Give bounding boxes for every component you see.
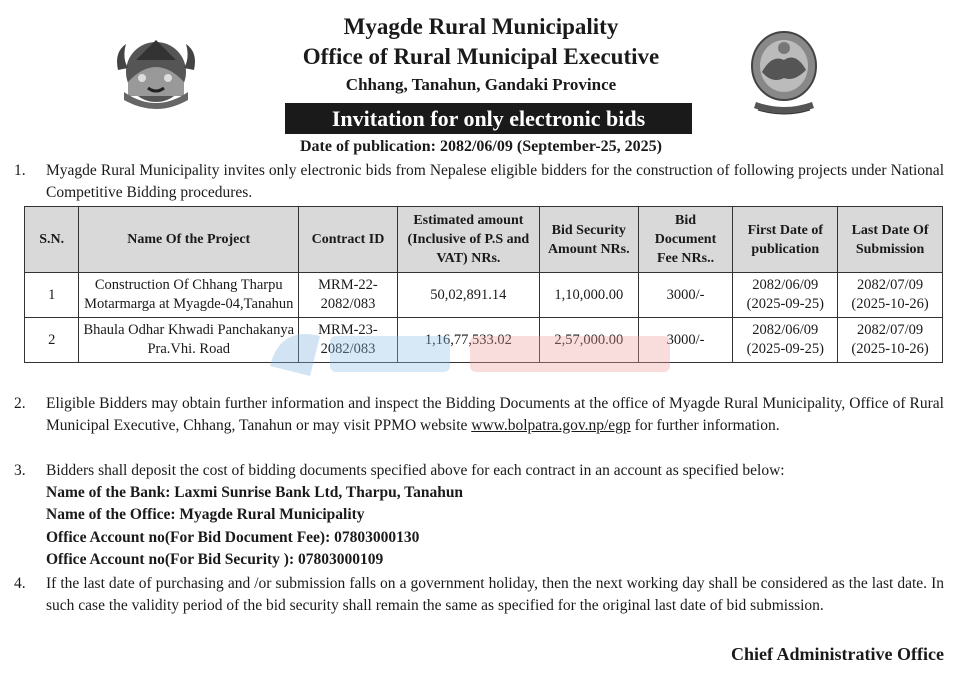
item-number-4: 4. — [14, 575, 26, 592]
first-date-bs: 2082/06/09 — [752, 322, 819, 338]
first-date-ad: (2025-09-25) — [746, 341, 824, 357]
col-header-last-date: Last Date Of Submission — [838, 207, 943, 273]
col-header-sn: S.N. — [25, 207, 79, 273]
office-address: Chhang, Tanahun, Gandaki Province — [345, 75, 617, 94]
municipality-name: Myagde Rural Municipality — [343, 14, 619, 39]
office-name: Office of Rural Municipal Executive — [302, 44, 660, 69]
account-bid-security: Office Account no(For Bid Security ): 07803000109 — [46, 551, 384, 568]
cell-sn: 2 — [25, 318, 79, 363]
cell-sn: 1 — [25, 273, 79, 318]
ppmo-website-link[interactable]: www.bolpatra.gov.np/egp — [471, 417, 631, 434]
table-row — [25, 273, 943, 318]
cell-bid-security: 2,57,000.00 — [539, 318, 638, 363]
cell-project-name: Bhaula Odhar Khwadi Panchakanya Pra.Vhi. Road — [79, 318, 299, 363]
cell-estimated-amount: 1,16,77,533.02 — [397, 318, 539, 363]
notice-title-banner: Invitation for only electronic bids — [285, 103, 692, 134]
cell-document-fee: 3000/- — [638, 318, 733, 363]
item-2-text-start: Eligible Bidders may obtain further information and inspect the Bidding Documents at the office of Myagde Rural Municipality, Office of Rural Municipal Executive, Chhang, Tanahun or may visit PPMO website — [46, 395, 944, 434]
item-number-2: 2. — [14, 395, 26, 412]
cell-first-date — [733, 273, 838, 318]
bank-name: Name of the Bank: Laxmi Sunrise Bank Ltd, Tharpu, Tanahun — [46, 484, 464, 501]
item-number-1: 1. — [14, 162, 26, 179]
last-date-ad: (2025-10-26) — [851, 341, 929, 357]
cell-contract-id: MRM-23-2082/083 — [299, 318, 398, 363]
item-4-text: If the last date of purchasing and /or submission falls on a government holiday, then the next working day shall be considered as the last date. In such case the validity period of the bid security shall remain the same as specified for the original last date of bid submission. — [46, 575, 944, 614]
item-2-text-end: for further information. — [630, 417, 780, 434]
first-date-bs: 2082/06/09 — [752, 277, 819, 293]
cell-last-date — [838, 318, 943, 363]
office-account-name: Name of the Office: Myagde Rural Municipality — [46, 506, 365, 523]
table-row — [25, 318, 943, 363]
col-header-contract-id: Contract ID — [299, 207, 398, 273]
cell-document-fee: 3000/- — [638, 273, 733, 318]
last-date-ad: (2025-10-26) — [851, 296, 929, 312]
last-date-bs: 2082/07/09 — [857, 277, 924, 293]
cell-estimated-amount: 50,02,891.14 — [397, 273, 539, 318]
cell-last-date — [838, 273, 943, 318]
cell-project-name: Construction Of Chhang Tharpu Motarmarga at Myagde-04,Tanahun — [79, 273, 299, 318]
col-header-bid-security: Bid Security Amount NRs. — [539, 207, 638, 273]
col-header-estimated-amount: Estimated amount (Inclusive of P.S and VAT) NRs. — [397, 207, 539, 273]
publication-date: Date of publication: 2082/06/09 (September-25, 2025) — [299, 138, 663, 155]
cell-contract-id: MRM-22-2082/083 — [299, 273, 398, 318]
first-date-ad: (2025-09-25) — [746, 296, 824, 312]
cell-bid-security: 1,10,000.00 — [539, 273, 638, 318]
last-date-bs: 2082/07/09 — [857, 322, 924, 338]
col-header-first-date: First Date of publication — [733, 207, 838, 273]
item-3-text: Bidders shall deposit the cost of bidding documents specified above for each contract in an account as specified below: — [46, 462, 785, 479]
col-header-document-fee: Bid Document Fee NRs.. — [638, 207, 733, 273]
projects-table — [24, 206, 943, 363]
item-number-3: 3. — [14, 462, 26, 479]
table-header-row — [25, 207, 943, 273]
item-1-text: Myagde Rural Municipality invites only electronic bids from Nepalese eligible bidders for the construction of following projects under National Competitive Bidding procedures. — [46, 162, 944, 201]
item-2-text — [46, 393, 944, 437]
cell-first-date — [733, 318, 838, 363]
signoff: Chief Administrative Office — [731, 644, 944, 664]
col-header-project-name: Name Of the Project — [79, 207, 299, 273]
letterhead — [0, 0, 962, 160]
account-doc-fee: Office Account no(For Bid Document Fee): 07803000130 — [46, 529, 420, 546]
